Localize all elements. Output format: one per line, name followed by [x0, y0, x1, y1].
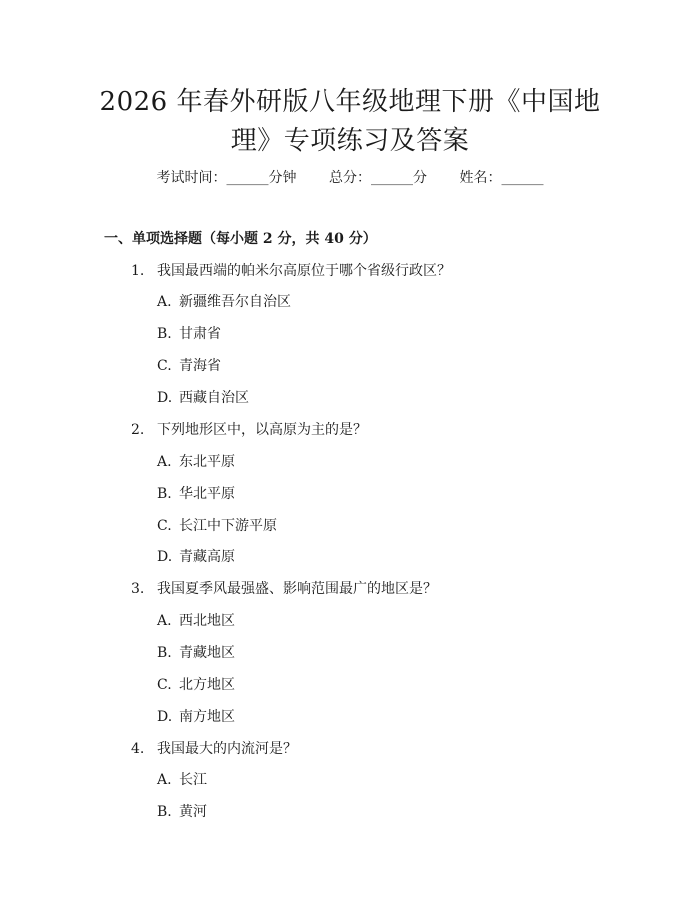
option-label: C. [157, 518, 172, 534]
question-4 [131, 739, 297, 759]
option-3b [157, 643, 235, 663]
exam-time-label: 考试时间： [156, 170, 227, 186]
option-label: A. [157, 294, 172, 310]
option-label: C. [157, 677, 172, 693]
section-heading: 一、单项选择题（每小题 2 分，共 40 分） [104, 231, 377, 247]
option-label: A. [157, 454, 172, 470]
question-1 [131, 261, 451, 281]
option-4a [157, 770, 207, 790]
option-1d [157, 388, 249, 408]
option-label: A. [157, 772, 172, 788]
option-4b [157, 802, 207, 822]
option-label: C. [157, 358, 172, 374]
option-label: D. [157, 390, 173, 406]
question-text: 下列地形区中，以高原为主的是？ [157, 422, 367, 438]
option-2b [157, 484, 235, 504]
option-text: 新疆维吾尔自治区 [179, 294, 291, 310]
option-label: D. [157, 709, 173, 725]
exam-info-line [0, 168, 700, 188]
question-2 [131, 420, 367, 440]
question-3 [131, 579, 437, 599]
document-title-line1: 2026 年春外研版八年级地理下册《中国地 [99, 87, 601, 117]
option-label: B. [157, 326, 172, 342]
option-text: 华北平原 [179, 486, 235, 502]
total-score-unit: 分 [413, 170, 427, 186]
option-text: 西藏自治区 [179, 390, 249, 406]
option-label: B. [157, 486, 172, 502]
question-text: 我国最西端的帕米尔高原位于哪个省级行政区？ [157, 263, 451, 279]
student-name-field [459, 170, 543, 186]
option-1b [157, 324, 221, 344]
option-text: 东北平原 [179, 454, 235, 470]
question-number: 2. [131, 422, 145, 438]
option-text: 西北地区 [179, 613, 235, 629]
option-3c [157, 675, 235, 695]
option-1c [157, 356, 221, 376]
option-2a [157, 452, 235, 472]
option-label: B. [157, 804, 172, 820]
option-2c [157, 516, 277, 536]
student-name-blank: ______ [501, 170, 544, 186]
option-text: 青藏地区 [179, 645, 235, 661]
option-text: 北方地区 [179, 677, 235, 693]
option-text: 甘肃省 [179, 326, 221, 342]
option-label: B. [157, 645, 172, 661]
document-title-line2: 理》专项练习及答案 [230, 126, 470, 156]
option-text: 长江中下游平原 [179, 518, 277, 534]
question-text: 我国夏季风最强盛、影响范围最广的地区是？ [157, 581, 437, 597]
option-text: 青海省 [179, 358, 221, 374]
option-label: A. [157, 613, 172, 629]
exam-time-unit: 分钟 [268, 170, 297, 186]
option-3d [157, 707, 235, 727]
option-text: 黄河 [179, 804, 207, 820]
question-number: 3. [131, 581, 145, 597]
total-score-label: 总分： [329, 170, 371, 186]
option-2d [157, 547, 235, 567]
exam-time-blank: ______ [226, 170, 269, 186]
option-text: 青藏高原 [179, 549, 235, 565]
question-number: 4. [131, 741, 145, 757]
student-name-label: 姓名： [459, 170, 502, 186]
option-label: D. [157, 549, 173, 565]
option-3a [157, 611, 235, 631]
exam-time-field [157, 170, 297, 186]
question-text: 我国最大的内流河是？ [157, 741, 297, 757]
total-score-field [329, 170, 427, 186]
question-number: 1. [131, 263, 145, 279]
total-score-blank: ______ [371, 170, 413, 186]
option-text: 南方地区 [179, 709, 235, 725]
option-1a [157, 292, 291, 312]
option-text: 长江 [179, 772, 207, 788]
